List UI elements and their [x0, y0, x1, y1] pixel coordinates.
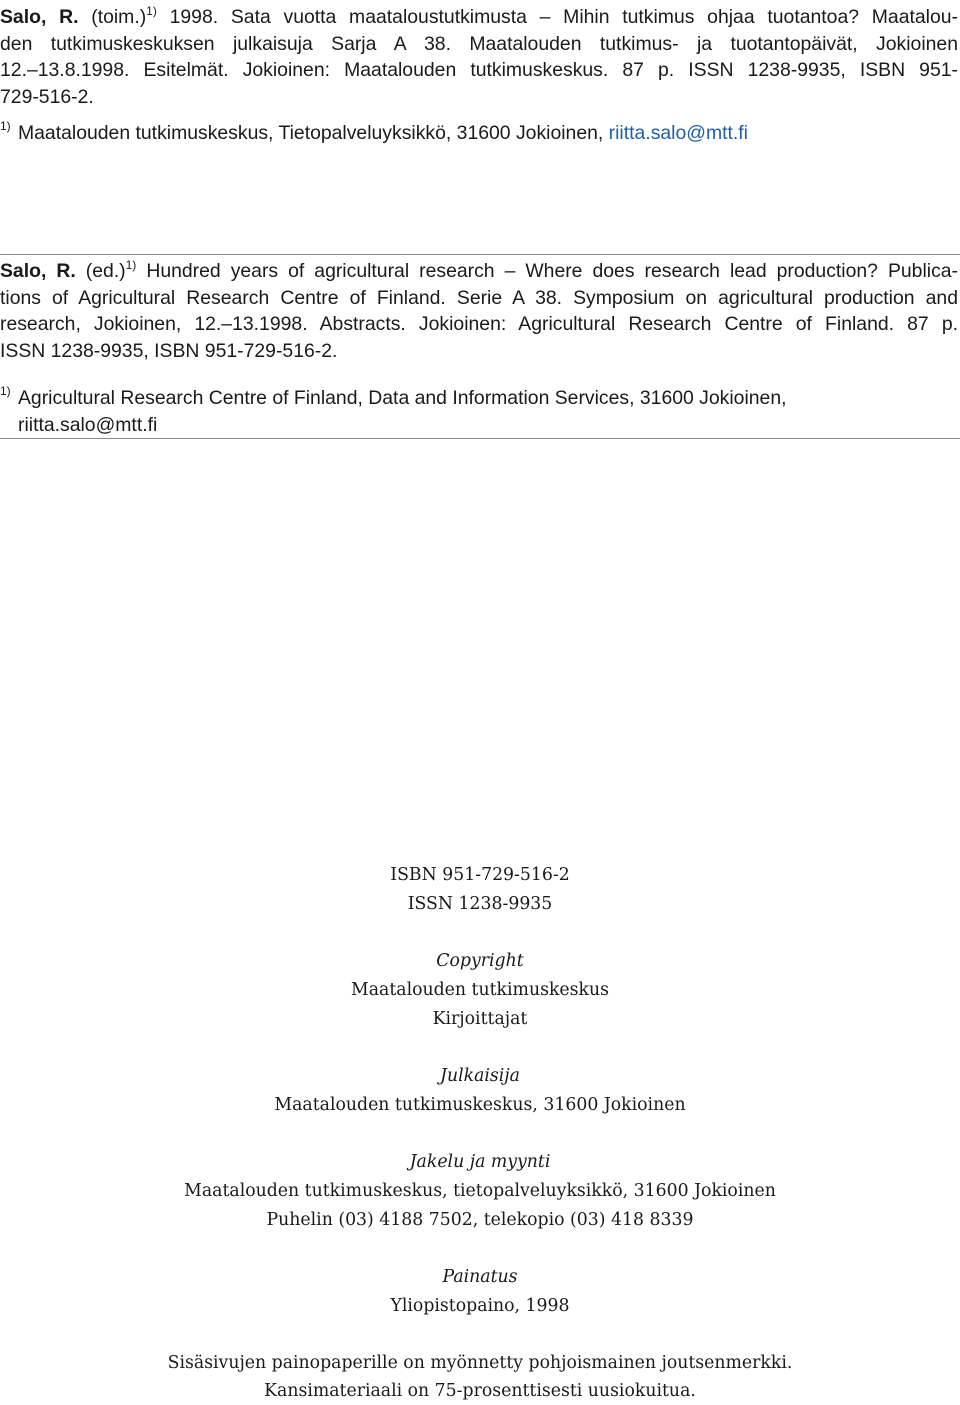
english-citation-line-3: research, Jokioinen, 12.–13.1998. Abstracts. Jokioinen: Agricultural Research Centre of Finland. 87 p. — [0, 313, 958, 335]
distribution-phone: Puhelin (03) 4188 7502, telekopio (03) 418 8339 — [266, 1210, 694, 1230]
english-footnote-marker: 1) — [0, 384, 11, 398]
publisher-heading: Julkaisija — [440, 1066, 520, 1086]
copyright-heading: Copyright — [436, 951, 524, 971]
divider-bottom — [0, 438, 960, 439]
publisher: Maatalouden tutkimuskeskus, 31600 Jokioinen — [274, 1095, 686, 1115]
finnish-citation-line-4: 729-516-2. — [0, 85, 94, 108]
english-footnote-email[interactable]: riitta.salo@mtt.fi — [18, 413, 158, 436]
imprint — [0, 861, 960, 1405]
english-footnote-line-1: Agricultural Research Centre of Finland, Data and Information Services, 31600 Jokioinen, — [18, 387, 787, 409]
english-footnote — [0, 385, 958, 438]
english-title-start: Hundred years of agricultural research – Where does research lead production? Publica- — [146, 260, 959, 282]
english-role: (ed.) — [85, 260, 126, 282]
finnish-footnote-marker: 1) — [0, 119, 11, 133]
distribution-address: Maatalouden tutkimuskeskus, tietopalveluyksikkö, 31600 Jokioinen — [184, 1181, 776, 1201]
issn: ISSN 1238-9935 — [407, 894, 553, 914]
copyright-holder: Maatalouden tutkimuskeskus — [351, 980, 609, 1000]
isbn: ISBN 951-729-516-2 — [390, 865, 570, 885]
cover-note: Kansimateriaali on 75-prosenttisesti uusiokuitua. — [264, 1381, 696, 1401]
finnish-citation-line-1 — [0, 4, 958, 31]
copyright-authors: Kirjoittajat — [432, 1009, 528, 1029]
finnish-citation-line-2: den tutkimuskeskuksen julkaisuja Sarja A 38. Maatalouden tutkimus- ja tuotantopäivät, Jokioinen — [0, 32, 958, 55]
distribution-heading: Jakelu ja myynti — [409, 1152, 551, 1172]
finnish-title-start: 1998. Sata vuotta maataloustutkimusta – Mihin tutkimus ohjaa tuotantoa? Maatalou- — [169, 6, 958, 28]
english-citation-line-2: tions of Agricultural Research Centre of Finland. Serie A 38. Symposium on agricultural production and — [0, 286, 958, 309]
paper-note: Sisäsivujen painopaperille on myönnetty pohjoismainen joutsenmerkki. — [167, 1353, 793, 1373]
finnish-citation — [0, 4, 958, 147]
divider-top — [0, 254, 960, 255]
finnish-role: (toim.) — [91, 6, 147, 28]
english-citation-line-4: ISSN 1238-9935, ISBN 951-729-516-2. — [0, 339, 338, 362]
finnish-citation-line-3: 12.–13.8.1998. Esitelmät. Jokioinen: Maatalouden tutkimuskeskus. 87 p. ISSN 1238-9935, ISBN 951- — [0, 59, 958, 81]
english-citation — [0, 258, 958, 438]
english-footnote-ref: 1) — [125, 258, 137, 272]
finnish-author: Salo, R. — [0, 6, 79, 28]
finnish-footnote-text: Maatalouden tutkimuskeskus, Tietopalveluyksikkö, 31600 Jokioinen, — [18, 122, 604, 144]
english-author: Salo, R. — [0, 260, 76, 282]
english-citation-line-1 — [0, 258, 958, 285]
printer: Yliopistopaino, 1998 — [390, 1296, 570, 1316]
finnish-footnote — [0, 120, 958, 147]
finnish-footnote-email-link[interactable]: riitta.salo@mtt.fi — [608, 122, 748, 144]
printer-heading: Painatus — [442, 1267, 518, 1287]
finnish-footnote-ref: 1) — [146, 4, 157, 18]
